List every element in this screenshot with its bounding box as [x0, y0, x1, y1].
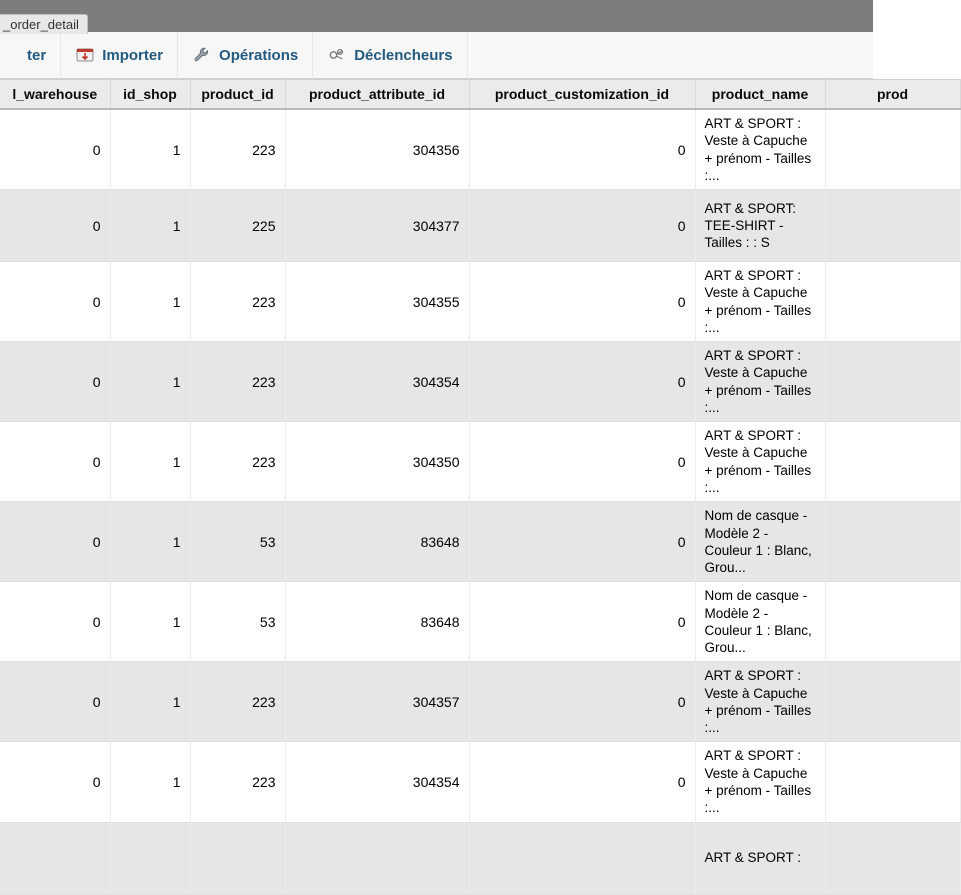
cell-warehouse: 0 — [0, 342, 110, 422]
cell-product-id: 53 — [190, 502, 285, 582]
column-header-product-customization-id[interactable]: product_customization_id — [469, 80, 695, 110]
cell-prod — [825, 742, 960, 822]
toolbar-importer-label: Importer — [102, 46, 164, 64]
cell-warehouse: 0 — [0, 662, 110, 742]
table-row[interactable] — [0, 502, 960, 582]
cell-warehouse: 0 — [0, 502, 110, 582]
wrench-icon — [192, 45, 212, 65]
table-row[interactable] — [0, 662, 960, 742]
table-row[interactable] — [0, 822, 960, 894]
cell-product-name: ART & SPORT : Veste à Capuche + prénom - Tailles :... — [695, 742, 825, 822]
cell-prod — [825, 262, 960, 342]
toolbar-operations[interactable] — [178, 32, 313, 79]
results-table-container[interactable] — [0, 79, 909, 866]
toolbar-exporter[interactable] — [0, 32, 61, 79]
cell-product-attribute-id: 304356 — [285, 109, 469, 190]
cell-product-name: ART & SPORT : Veste à Capuche + prénom - Tailles :... — [695, 422, 825, 502]
toolbar-importer[interactable] — [61, 32, 178, 79]
cell-product-customization-id: 0 — [469, 190, 695, 262]
cell-product-id: 223 — [190, 262, 285, 342]
table-row[interactable] — [0, 190, 960, 262]
cell-product-customization-id: 0 — [469, 262, 695, 342]
window-titlebar — [0, 0, 873, 32]
cell-id-shop: 1 — [110, 342, 190, 422]
column-header-product-name[interactable]: product_name — [695, 80, 825, 110]
cell-product-id — [190, 822, 285, 894]
cell-prod — [825, 502, 960, 582]
cell-prod — [825, 582, 960, 662]
cell-product-attribute-id — [285, 822, 469, 894]
results-table-body — [0, 109, 960, 894]
column-header-id-shop[interactable]: id_shop — [110, 80, 190, 110]
column-header-warehouse[interactable]: l_warehouse — [0, 80, 110, 110]
cell-product-name: ART & SPORT: TEE-SHIRT - Tailles : : S — [695, 190, 825, 262]
cell-product-customization-id: 0 — [469, 582, 695, 662]
trigger-icon — [327, 45, 347, 65]
cell-warehouse: 0 — [0, 582, 110, 662]
cell-product-attribute-id: 304354 — [285, 342, 469, 422]
cell-product-attribute-id: 83648 — [285, 502, 469, 582]
cell-prod — [825, 342, 960, 422]
cell-id-shop: 1 — [110, 502, 190, 582]
cell-product-id: 225 — [190, 190, 285, 262]
cell-product-customization-id — [469, 822, 695, 894]
cell-product-customization-id: 0 — [469, 742, 695, 822]
cell-product-name: ART & SPORT : Veste à Capuche + prénom - Tailles :... — [695, 262, 825, 342]
cell-prod — [825, 109, 960, 190]
cell-product-customization-id: 0 — [469, 662, 695, 742]
cell-prod — [825, 190, 960, 262]
cell-id-shop: 1 — [110, 582, 190, 662]
cell-warehouse: 0 — [0, 190, 110, 262]
cell-prod — [825, 822, 960, 894]
cell-id-shop: 1 — [110, 190, 190, 262]
toolbar-triggers-label: Déclencheurs — [354, 46, 453, 64]
results-table — [0, 79, 961, 895]
cell-product-name: Nom de casque - Modèle 2 - Couleur 1 : Blanc, Grou... — [695, 582, 825, 662]
cell-product-id: 223 — [190, 109, 285, 190]
cell-product-customization-id: 0 — [469, 342, 695, 422]
cell-id-shop — [110, 822, 190, 894]
cell-product-id: 223 — [190, 742, 285, 822]
table-row[interactable] — [0, 742, 960, 822]
toolbar-triggers[interactable] — [313, 32, 467, 79]
table-row[interactable] — [0, 342, 960, 422]
table-row[interactable] — [0, 262, 960, 342]
cell-id-shop: 1 — [110, 422, 190, 502]
import-icon — [75, 45, 95, 65]
cell-product-id: 223 — [190, 662, 285, 742]
cell-product-name: ART & SPORT : Veste à Capuche + prénom - Tailles :... — [695, 109, 825, 190]
cell-product-attribute-id: 304357 — [285, 662, 469, 742]
column-header-product-id[interactable]: product_id — [190, 80, 285, 110]
export-icon — [0, 45, 20, 65]
column-header-product-attribute-id[interactable]: product_attribute_id — [285, 80, 469, 110]
table-name-tab[interactable]: _order_detail — [0, 14, 88, 34]
cell-product-id: 223 — [190, 342, 285, 422]
table-action-toolbar — [0, 32, 873, 79]
cell-product-customization-id: 0 — [469, 109, 695, 190]
cell-warehouse: 0 — [0, 262, 110, 342]
table-row[interactable] — [0, 422, 960, 502]
table-row[interactable] — [0, 582, 960, 662]
cell-product-id: 223 — [190, 422, 285, 502]
cell-product-customization-id: 0 — [469, 422, 695, 502]
toolbar-exporter-label: ter — [27, 46, 47, 64]
cell-prod — [825, 422, 960, 502]
column-header-prod[interactable]: prod — [825, 80, 960, 110]
cell-warehouse: 0 — [0, 109, 110, 190]
cell-product-name: ART & SPORT : Veste à Capuche + prénom - Tailles :... — [695, 342, 825, 422]
cell-product-customization-id: 0 — [469, 502, 695, 582]
table-row[interactable] — [0, 109, 960, 190]
cell-id-shop: 1 — [110, 662, 190, 742]
cell-id-shop: 1 — [110, 109, 190, 190]
cell-warehouse: 0 — [0, 742, 110, 822]
table-header-row — [0, 80, 960, 110]
cell-product-attribute-id: 304354 — [285, 742, 469, 822]
cell-warehouse: 0 — [0, 422, 110, 502]
cell-prod — [825, 662, 960, 742]
cell-product-name: ART & SPORT : — [695, 822, 825, 894]
cell-id-shop: 1 — [110, 262, 190, 342]
cell-product-attribute-id: 304350 — [285, 422, 469, 502]
cell-id-shop: 1 — [110, 742, 190, 822]
cell-product-attribute-id: 304377 — [285, 190, 469, 262]
cell-product-id: 53 — [190, 582, 285, 662]
cell-product-attribute-id: 304355 — [285, 262, 469, 342]
toolbar-operations-label: Opérations — [219, 46, 299, 64]
cell-warehouse — [0, 822, 110, 894]
cell-product-attribute-id: 83648 — [285, 582, 469, 662]
cell-product-name: Nom de casque - Modèle 2 - Couleur 1 : Blanc, Grou... — [695, 502, 825, 582]
cell-product-name: ART & SPORT : Veste à Capuche + prénom - Tailles :... — [695, 662, 825, 742]
